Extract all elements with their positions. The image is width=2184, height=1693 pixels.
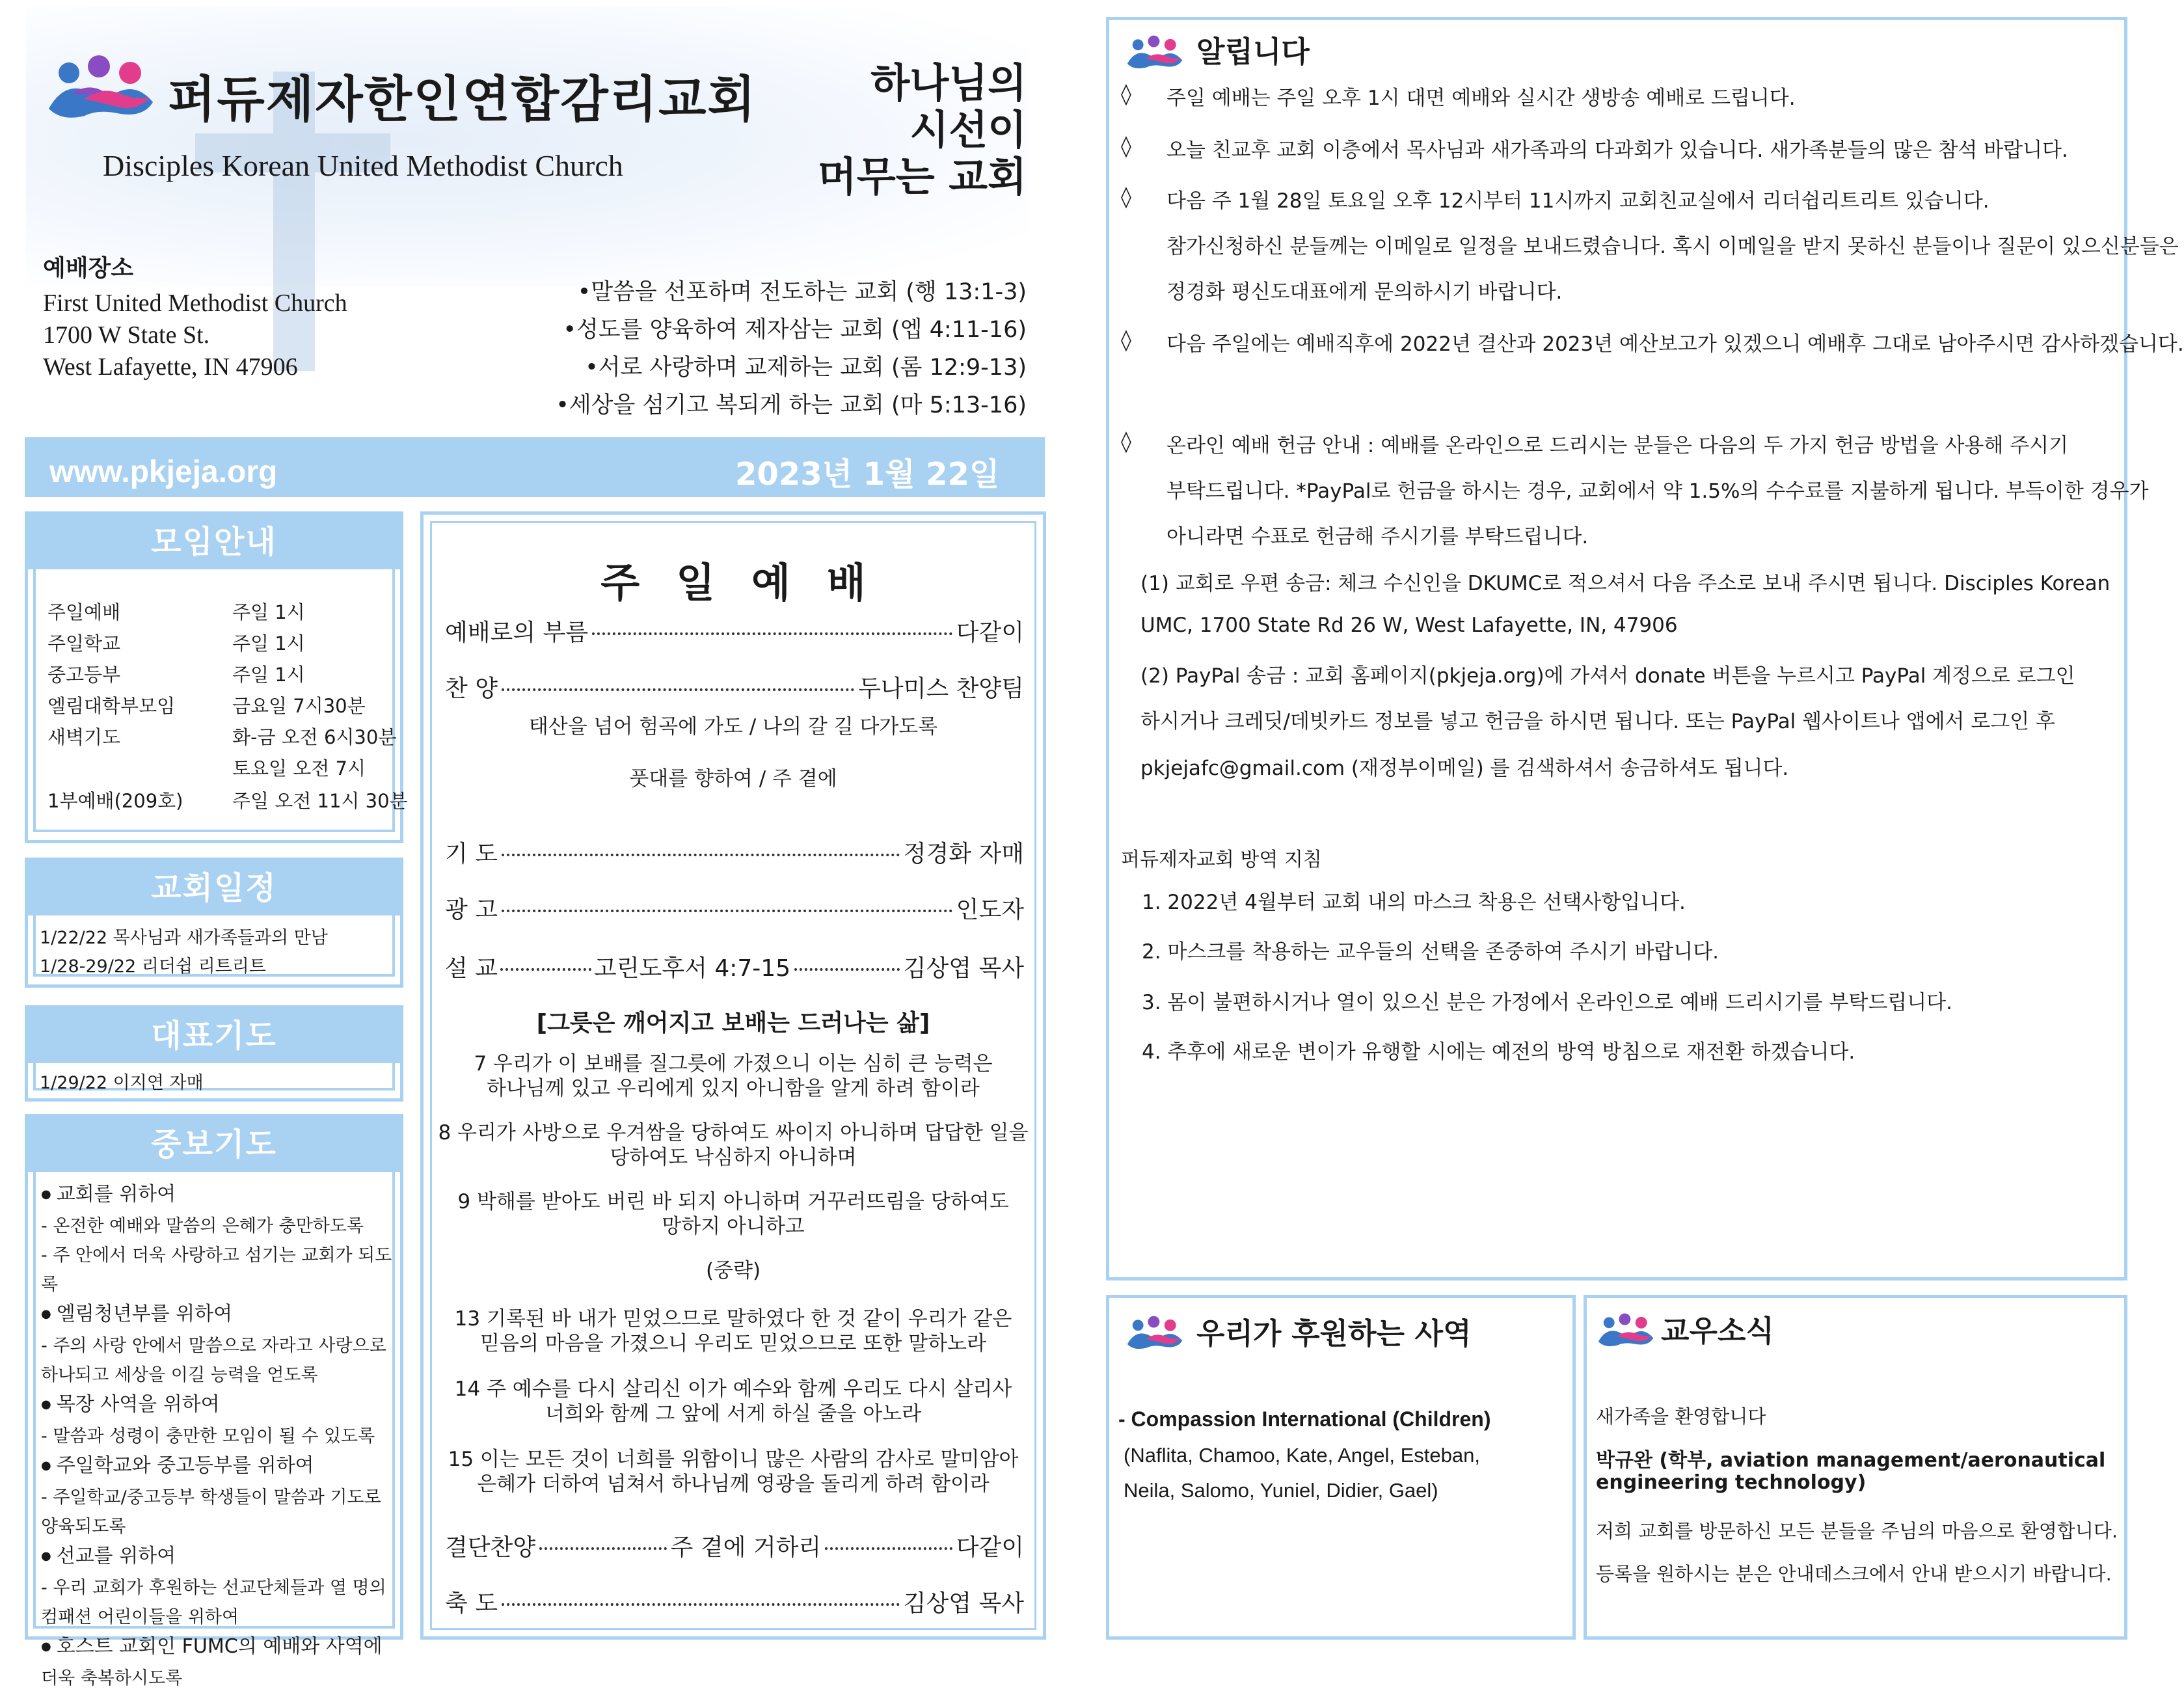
intercession-prayer-box [25,1114,403,1688]
welcome-message: 저희 교회를 방문하신 모든 분들을 주님의 마음으로 환영합니다. [1596,1520,2118,1542]
prayer-detail: 양육되도록 [41,1517,126,1537]
order-leader: 김상엽 목사 [903,955,1024,982]
meeting-time: 주일 1시 [232,664,305,686]
order-item: 설 교 [445,955,498,982]
prayer-detail: 더욱 축복하시도록 [41,1668,183,1688]
announcement-continuation: 아니라면 수표로 헌금해 주시기를 부탁드립니다. [1166,525,1589,549]
scripture-verse-line: 8 우리가 사방으로 우겨쌈을 당하여도 싸이지 아니하며 답답한 일을 [438,1121,1029,1144]
order-leader: 김상엽 목사 [903,1590,1024,1617]
meeting-time: 토요일 오전 7시 [232,757,366,779]
order-row-prayer [445,835,1024,869]
order-item: 찬 양 [445,675,498,702]
announcement-continuation: (2) PayPal 송금 : 교회 홈페이지(pkjeja.org)에 가셔서 donate 버튼을 누르시고 PayPal 계정으로 로그인 [1140,664,2075,688]
church-name-korean: 퍼듀제자한인연합감리교회 [168,70,757,128]
church-logo-icon [1596,1312,1656,1350]
order-item: 축 도 [445,1590,498,1617]
scripture-verse-line: 망하지 아니하고 [662,1215,805,1238]
announcement-item: ◊ 온라인 예배 헌금 안내 : 예배를 온라인으로 드리시는 분들은 다음의 두 가지 헌금 방법을 사용해 주시기 [1166,429,2068,458]
covid-guide-item: 3. 몸이 불편하시거나 열이 있으신 분은 가정에서 온라인으로 예배 드리시기를 부탁드립니다. [1142,991,1952,1014]
representative-prayer-title: 대표기도 [28,1009,400,1063]
order-row-decision-song [445,1529,1024,1562]
meeting-name: 주일학교 [47,632,121,655]
announcement-continuation: 정경화 평신도대표에게 문의하시기 바랍니다. [1166,280,1563,304]
prayer-detail: - 주일학교/중고등부 학생들이 말씀과 기도로 [41,1487,381,1508]
announcement-continuation: (1) 교회로 우편 송금: 체크 수신인을 DKUMC로 적으셔서 다음 주소로 보내 주시면 됩니다. Disciples Korean [1140,572,2110,595]
mission-children: (Naflita, Chamoo, Kate, Angel, Esteban, [1124,1444,1480,1467]
prayer-detail: - 주의 사랑 안에서 말씀으로 자라고 사랑으로 [41,1336,386,1356]
prayer-topic: ● 호스트 교회인 FUMC의 예배와 사역에 [41,1632,392,1664]
bulletin-date: 2023년 1월 22일 [735,456,1000,493]
supported-missions-box [1106,1295,1576,1640]
slogan-line: 하나님의 [870,59,1027,107]
sermon-title: [그릇은 깨어지고 보배는 드러나는 삶] [536,1010,930,1036]
announcement-continuation: 부탁드립니다. *PayPal로 헌금을 하시는 경우, 교회에서 약 1.5%의 수수료를 지불하게 됩니다. 부득이한 경우가 [1166,480,2149,503]
address-line: West Lafayette, IN 47906 [43,353,298,381]
church-slogan [818,60,1027,200]
meeting-name: 새벽기도 [47,726,121,748]
order-leader: 정경화 자매 [903,841,1024,867]
mission-heading: - Compassion International (Children) [1118,1407,1491,1431]
meeting-info-title: 모임안내 [28,515,400,569]
new-member-major: engineering technology) [1596,1471,1867,1494]
order-item: 결단찬양 [445,1534,536,1561]
scripture-verse-line: 15 이는 모든 것이 너희를 위함이니 많은 사람의 감사로 말미암아 [448,1448,1019,1471]
scripture-verse-line: (중략) [705,1259,761,1282]
church-schedule-title: 교회일정 [28,861,400,915]
church-name-english: Disciples Korean United Methodist Church [103,149,623,182]
prayer-topic: ● 엘림청년부를 위하여 [41,1299,392,1331]
mission-item: •세상을 섬기고 복되게 하는 교회 (마 5:13-16) [556,392,1027,418]
announcement-item: ◊ 오늘 친교후 교회 이층에서 목사님과 새가족과의 다과회가 있습니다. 새가족분들의 많은 참석 바랍니다. [1166,133,2068,163]
scripture-verse-line: 13 기록된 바 내가 믿었으므로 말하였다 한 것 같이 우리가 같은 [454,1307,1012,1331]
announcement-item: ◊ 다음 주일에는 예배직후에 2022년 결산과 2023년 예산보고가 있겠으니 예배후 그대로 남아주시면 감사하겠습니다. [1166,327,2184,357]
church-logo-icon [1125,1315,1185,1353]
slogan-line: 머무는 교회 [817,153,1027,200]
prayer-topic: ● 목장 사역을 위하여 [41,1390,392,1422]
worship-place-label: 예배장소 [43,255,134,282]
church-address [43,288,347,383]
worship-title: 주일예배 [600,559,902,606]
order-row-sermon [445,950,1024,983]
prayer-detail: 하나되고 세상을 이길 능력을 얻도록 [41,1365,318,1385]
schedule-row: 1/22/22 목사님과 새가족들과의 만남 [40,928,328,948]
prayer-topic: ● 선교를 위하여 [41,1541,392,1573]
order-leader: 다같이 [956,1534,1025,1561]
scripture-verse-line: 은혜가 더하여 넘쳐서 하나님께 영광을 돌리게 하려 함이라 [477,1472,990,1496]
order-item: 광 고 [445,897,498,923]
announcement-item: ◊ 다음 주 1월 28일 토요일 오후 12시부터 11시까지 교회친교실에서 리더쉽리트리트 있습니다. [1166,184,1989,213]
order-row-call [445,614,1024,647]
schedule-row: 1/28-29/22 리더쉽 리트리트 [40,956,266,977]
scripture-verse-line: 너희와 함께 그 앞에 서게 하실 줄을 아노라 [545,1402,922,1426]
order-leader: 다같이 [956,619,1024,646]
praise-song: 풋대를 향하여 / 주 곁에 [629,767,837,791]
announcement-continuation: UMC, 1700 State Rd 26 W, West Lafayette, IN, 47906 [1140,614,1678,637]
meeting-time: 화-금 오전 6시30분 [232,726,397,748]
announcements-box [1106,17,2184,1280]
order-leader: 인도자 [956,897,1024,923]
website-link[interactable]: www.pkjeja.org [49,455,278,489]
meeting-info-box [25,511,408,843]
church-schedule-box [25,858,403,988]
meeting-name: 엘림대학부모임 [47,695,176,717]
meeting-time: 주일 오전 11시 30분 [232,790,408,812]
order-leader: 두나미스 찬양팀 [858,675,1024,702]
order-row-praise [445,670,1024,703]
order-item: 예배로의 부름 [445,619,589,646]
meeting-time: 금요일 7시30분 [232,695,366,717]
announcements-title: 알립니다 [1196,34,1310,69]
prayer-detail: 컴패션 어린이들을 위하여 [41,1607,239,1627]
meeting-name: 주일예배 [47,601,121,623]
mission-item: •서로 사랑하며 교제하는 교회 (롬 12:9-13) [585,355,1027,381]
covid-guide-item: 4. 추후에 새로운 변이가 유행할 시에는 예전의 방역 방침으로 재전환 하겠습니다. [1142,1040,1855,1064]
announcement-continuation: 하시거나 크레딧/데빗카드 정보를 넣고 헌금을 하시면 됩니다. 또는 PayPal 웹사이트나 앱에서 로그인 후 [1140,710,2055,733]
mission-item: •말씀을 선포하며 전도하는 교회 (행 13:1-3) [577,279,1027,305]
praise-song: 태산을 넘어 험곡에 가도 / 나의 갈 길 다가도록 [528,715,938,738]
church-mission-list [556,273,1027,424]
church-logo-icon [46,53,156,125]
mission-children: Neila, Salomo, Yuniel, Didier, Gael) [1124,1479,1438,1502]
scripture-verse-line: 하나님께 있고 우리에게 있지 아니함을 알게 하려 함이라 [487,1077,980,1100]
order-item: 기 도 [445,841,498,867]
worship-order-box [420,511,1046,1640]
prayer-detail: - 온전한 예배와 말씀의 은혜가 충만하도록 [41,1216,364,1236]
order-row-announcement [445,891,1024,925]
covid-guide-title: 퍼듀제자교회 방역 지침 [1121,848,1322,871]
scripture-verse-line: 믿음의 마음을 가졌으니 우리도 믿었으므로 또한 말하노라 [480,1332,986,1355]
new-member: 박규완 (학부, aviation management/aeronautical [1596,1449,2106,1472]
mission-item: •성도를 양육하여 제자삼는 교회 (엡 4:11-16) [563,317,1027,343]
order-row-benediction [445,1585,1024,1618]
meeting-name: 중고등부 [47,664,121,686]
announcement-continuation: pkjejafc@gmail.com (재정부이메일) 를 검색하셔서 송금하셔도 됩니다. [1140,757,1789,780]
church-logo-icon [1125,34,1185,72]
announcement-item: ◊ 주일 예배는 주일 오후 1시 대면 예배와 실시간 생방송 예배로 드립니다. [1166,81,1796,111]
meeting-time: 주일 1시 [232,632,305,655]
intercession-list [41,1180,392,1693]
welcome-heading: 새가족을 환영합니다 [1596,1405,1766,1428]
prayer-topic: ● 교회를 위하여 [41,1180,392,1212]
representative-prayer-box [25,1005,403,1102]
prayer-detail: - 우리 교회가 후원하는 선교단체들과 열 명의 [41,1578,386,1598]
meeting-time: 주일 1시 [232,601,305,623]
prayer-topic: ● 주일학교와 중고등부를 위하여 [41,1451,392,1483]
intercession-prayer-title: 중보기도 [28,1117,400,1172]
scripture-verse-line: 14 주 예수를 다시 살리신 이가 예수와 함께 우리도 다시 살리사 [454,1377,1012,1401]
registration-message: 등록을 원하시는 분은 안내데스크에서 안내 받으시기 바랍니다. [1596,1563,2112,1585]
address-line: First United Methodist Church [43,290,347,317]
supported-missions-title: 우리가 후원하는 사역 [1196,1316,1472,1351]
scripture-verse-line: 9 박해를 받아도 버린 바 되지 아니하며 거꾸러뜨림을 당하여도 [457,1190,1009,1213]
covid-guide-item: 2. 마스크를 착용하는 교우들의 선택을 존중하여 주시기 바랍니다. [1142,940,1719,964]
covid-guide-item: 1. 2022년 4월부터 교회 내의 마스크 착용은 선택사항입니다. [1142,891,1686,914]
sermon-scripture: 고린도후서 4:7-15 [594,955,791,982]
prayer-detail: - 주 안에서 더욱 사랑하고 섬기는 교회가 되도록 [41,1245,392,1295]
member-news-box [1584,1295,2127,1640]
scripture-verse-line: 7 우리가 이 보배를 질그릇에 가졌으니 이는 심히 큰 능력은 [474,1052,993,1076]
meeting-name: 1부예배(209호) [47,790,183,812]
address-line: 1700 W State St. [43,321,210,349]
announcement-continuation: 참가신청하신 분들께는 이메일로 일정을 보내드렸습니다. 혹시 이메일을 받지 못하신 분들이나 질문이 있으신분들은 [1166,235,2179,258]
prayer-detail: - 말씀과 성령이 충만한 모임이 될 수 있도록 [41,1426,375,1446]
member-news-title: 교우소식 [1661,1314,1774,1348]
scripture-verse-line: 당하여도 낙심하지 아니하며 [610,1146,857,1169]
slogan-line: 시선이 [910,106,1027,154]
prayer-row: 1/29/22 이지연 자매 [40,1073,204,1093]
decision-song: 주 곁에 거하리 [670,1534,822,1561]
